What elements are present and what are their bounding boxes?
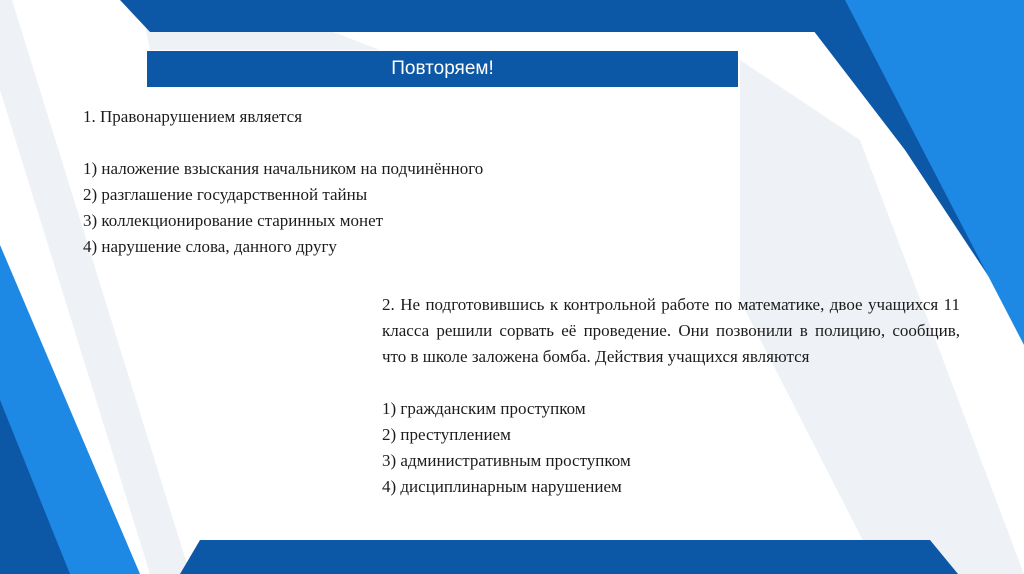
top-band [120, 0, 895, 32]
question-2 [382, 292, 960, 500]
question-1-option: 1) наложение взыскания начальником на подчинённого [83, 159, 484, 178]
question-2-option: 1) гражданским проступком [382, 399, 586, 418]
page-title: Повторяем! [391, 58, 494, 79]
question-2-option: 4) дисциплинарным нарушением [382, 477, 622, 496]
question-2-option: 3) административным проступком [382, 451, 631, 470]
title-bar [147, 51, 738, 87]
question-1 [83, 104, 643, 260]
question-1-prompt: 1. Правонарушением является [83, 107, 303, 126]
bottom-band [180, 540, 958, 574]
question-1-option: 3) коллекционирование старинных монет [83, 211, 384, 230]
question-1-option: 4) нарушение слова, данного другу [83, 237, 337, 256]
question-2-option: 2) преступлением [382, 425, 511, 444]
question-1-option: 2) разглашение государственной тайны [83, 185, 368, 204]
question-2-prompt: 2. Не подготовившись к контрольной работе по математике, двое учащихся 11 класса решили сорвать её проведение. Они позвонили в полицию, сообщив, что в школе заложена бомба. Действия учащихся являются [382, 295, 960, 366]
